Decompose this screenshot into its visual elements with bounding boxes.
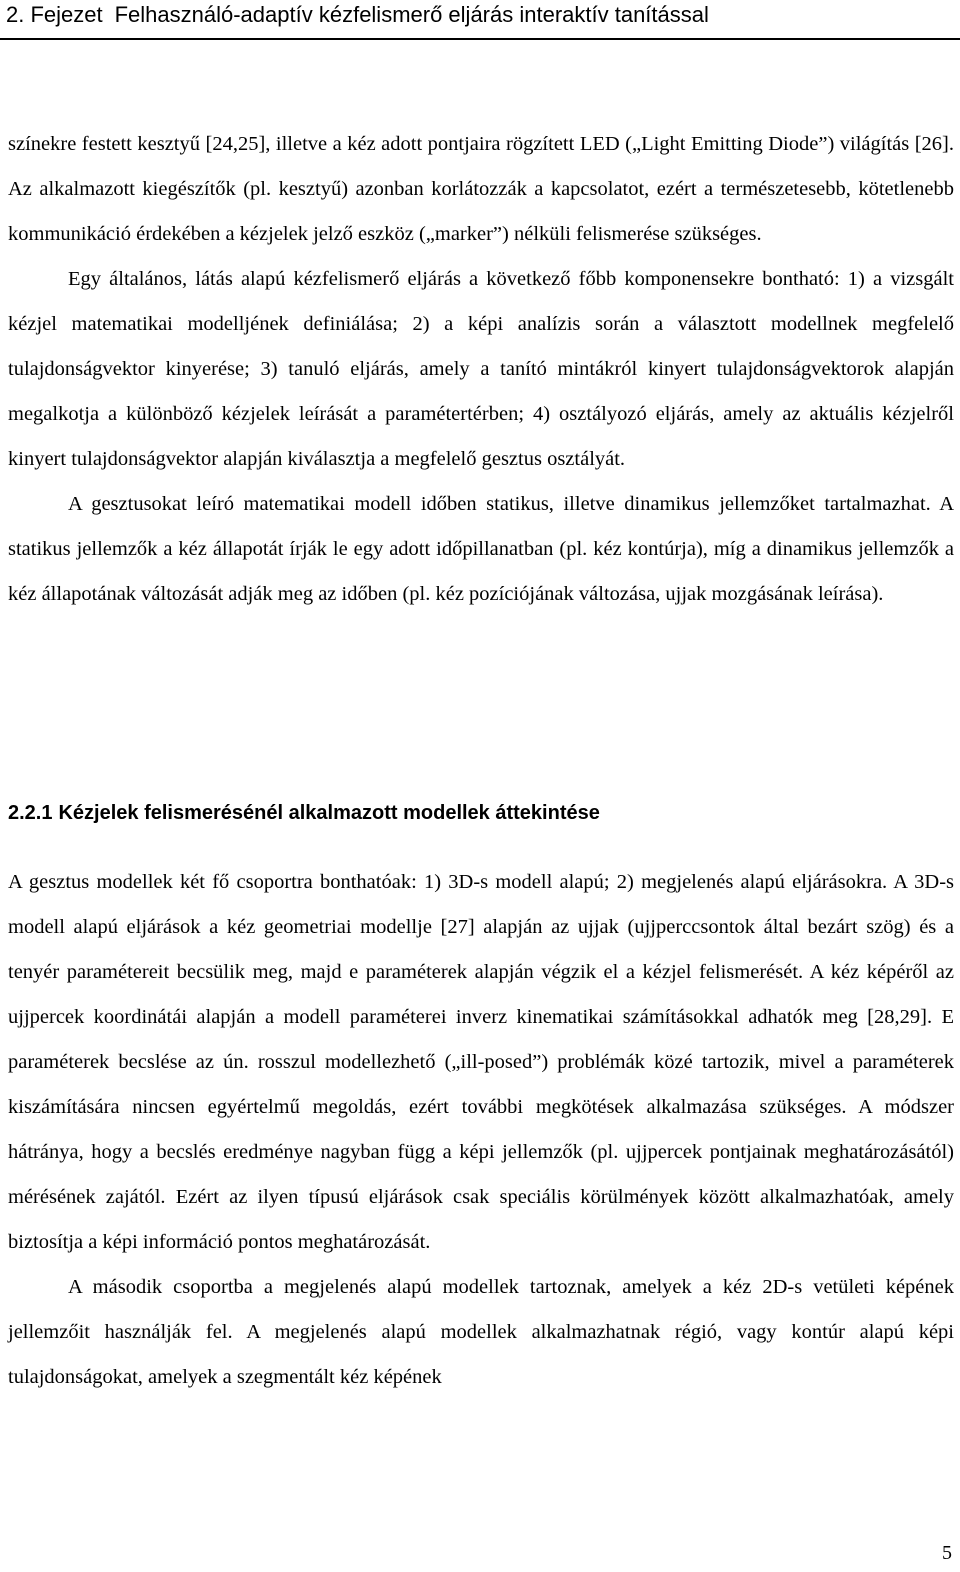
section-title: Kézjelek felismerésénél alkalmazott modellek áttekintése — [58, 802, 600, 824]
paragraph: színekre festett kesztyű [24,25], illetve a kéz adott pontjaira rögzített LED („Light Emitting Diode”) világítás [26]. Az alkalmazott kiegészítők (pl. kesztyű) azonban korlátozzák a kapcsolatot, ezért a természetesebb, kötetlenebb kommunikáció érdekében a kézjelek jelző eszköz („marker”) nélküli felismerése szükséges. — [8, 133, 954, 245]
paragraph: Egy általános, látás alapú kézfelismerő eljárás a következő főbb komponensekre bontható: 1) a vizsgált kézjel matematikai modelljének definiálása; 2) a képi analízis során a választott modellnek megfelelő tulajdonságvektor kinyerése; 3) tanuló eljárás, amely a tanító mintákról kinyert tulajdonságvektorok alapján megalkotja a különböző kézjelek leírását a paramétertérben; 4) osztályozó eljárás, amely az aktuális kézjelről kinyert tulajdonságvektor alapján kiválasztja a megfelelő gesztus osztályát. — [8, 268, 954, 470]
paragraph: A gesztus modellek két fő csoportra bonthatóak: 1) 3D-s modell alapú; 2) megjelenés alapú eljárásokra. A 3D-s modell alapú eljárások a kéz geometriai modellje [27] alapján az ujjak (ujjperccsontok által bezárt szög) és a tenyér paramétereit becsülik meg, majd e paraméterek alapján végzik el a kézjel felismerését. A kéz képéről az ujjpercek koordinátái alapján a modell paraméterei inverz kinematikai számításokkal adhatók meg [28,29]. E paraméterek becslése az ún. rosszul modellezhető („ill-posed”) problémák közé tartozik, mivel a paraméterek kiszámítására nincsen egyértelmű megoldás, ezért további megkötések alkalmazása szükséges. A módszer hátránya, hogy a becslés eredménye nagyban függ a képi jellemzők (pl. ujjpercek pontjainak meghatározásától) mérésének zajától. Ezért az ilyen típusú eljárások csak speciális körülmények között alkalmazhatóak, amely biztosítja a képi információ pontos meghatározását. — [8, 871, 954, 1253]
section-number: 2.2.1 — [8, 802, 53, 824]
body-text-before-heading — [8, 122, 954, 617]
paragraph: A második csoportba a megjelenés alapú modellek tartoznak, amelyek a kéz 2D-s vetületi képének jellemzőit használják fel. A megjelenés alapú modellek alkalmazhatnak régió, vagy kontúr alapú képi tulajdonságokat, amelyek a szegmentált kéz képének — [8, 1276, 954, 1388]
chapter-number: 2. Fejezet — [6, 2, 103, 27]
page-number: 5 — [942, 1542, 952, 1564]
running-header — [0, 0, 960, 40]
body-text-after-heading — [8, 860, 954, 1400]
section-heading — [8, 798, 954, 828]
paragraph: A gesztusokat leíró matematikai modell időben statikus, illetve dinamikus jellemzőket tartalmazhat. A statikus jellemzők a kéz állapotát írják le egy adott időpillanatban (pl. kéz kontúrja), míg a dinamikus jellemzők a kéz állapotának változását adják meg az időben (pl. kéz pozíciójának változása, ujjak mozgásának leírása). — [8, 493, 954, 605]
chapter-title: Felhasználó-adaptív kézfelismerő eljárás interaktív tanítással — [114, 2, 709, 27]
